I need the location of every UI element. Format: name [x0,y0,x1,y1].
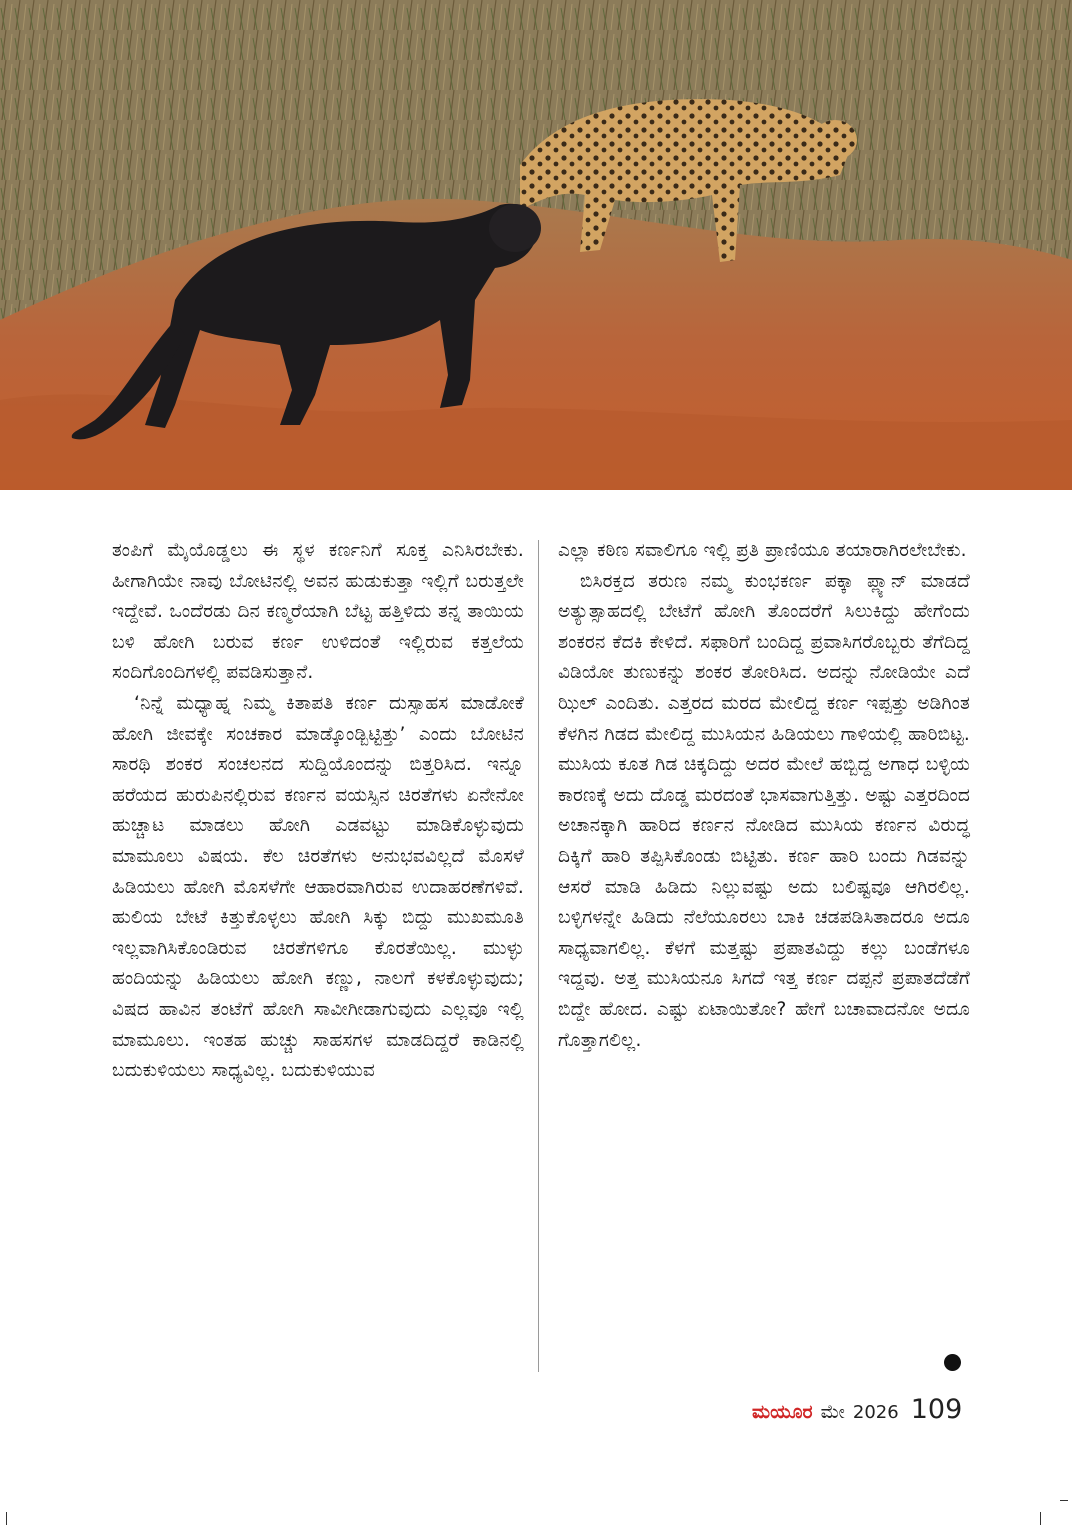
crop-mark [1040,1512,1041,1525]
issue-month: ಮೇ [820,1401,845,1423]
issue-year: 2026 [852,1402,899,1423]
magazine-brand: ಮಯೂರ [752,1401,813,1423]
crop-mark [6,1512,7,1525]
column-divider [538,540,539,1372]
panther-leopard-illustration [0,0,1072,490]
page-number: 109 [910,1394,963,1425]
paragraph: ತಂಪಿಗೆ ಮೈಯೊಡ್ಡಲು ಈ ಸ್ಥಳ ಕರ್ಣನಿಗೆ ಸೂಕ್ತ ಎನಿಸಿರಬೇಕು. ಹೀಗಾಗಿಯೇ ನಾವು ಬೋಟಿನಲ್ಲಿ ಅವನ ಹುಡುಕುತ್ತಾ ಇಲ್ಲಿಗೆ ಬರುತ್ತಲೇ ಇದ್ದೇವೆ. ಒಂದೆರಡು ದಿನ ಕಣ್ಮರೆಯಾಗಿ ಬೆಟ್ಟ ಹತ್ತಿಳಿದು ತನ್ನ ತಾಯಿಯ ಬಳಿ ಹೋಗಿ ಬರುವ ಕರ್ಣ ಉಳಿದಂತೆ ಇಲ್ಲಿರುವ ಕತ್ತಲೆಯ ಸಂದಿಗೊಂದಿಗಳಲ್ಲಿ ಪವಡಿಸುತ್ತಾನೆ. [112,540,524,684]
article-left-column [112,536,524,1087]
paragraph: ಎಲ್ಲಾ ಕಠಿಣ ಸವಾಲಿಗೂ ಇಲ್ಲಿ ಪ್ರತಿ ಪ್ರಾಣಿಯೂ ತಯಾರಾಗಿರಲೇಬೇಕು. [558,540,967,561]
paragraph: ಬಿಸಿರಕ್ತದ ತರುಣ ನಮ್ಮ ಕುಂಭಕರ್ಣ ಪಕ್ಕಾ ಪ್ಲ್ಯಾನ್ ಮಾಡದೆ ಅತ್ಯುತ್ಸಾಹದಲ್ಲಿ ಬೇಟೆಗೆ ಹೋಗಿ ತೊಂದರೆಗೆ ಸಿಲುಕಿದ್ದು ಹೇಗೆಂದು ಶಂಕರನ ಕೆದಕಿ ಕೇಳಿದೆ. ಸಫಾರಿಗೆ ಬಂದಿದ್ದ ಪ್ರವಾಸಿಗರೊಬ್ಬರು ತೆಗೆದಿದ್ದ ವಿಡಿಯೋ ತುಣುಕನ್ನು ಶಂಕರ ತೋರಿಸಿದ. ಅದನ್ನು ನೋಡಿಯೇ ಎದೆ ಝಿಲ್ ಎಂದಿತು. ಎತ್ತರದ ಮರದ ಮೇಲಿದ್ದ ಕರ್ಣ ಇಪ್ಪತ್ತು ಅಡಿಗಿಂತ ಕೆಳಗಿನ ಗಿಡದ ಮೇಲಿದ್ದ ಮುಸಿಯನ ಹಿಡಿಯಲು ಗಾಳಿಯಲ್ಲಿ ಹಾರಿಬಿಟ್ಟ. ಮುಸಿಯ ಕೂತ ಗಿಡ ಚಿಕ್ಕದಿದ್ದು ಅದರ ಮೇಲೆ ಹಬ್ಬಿದ್ದ ಅಗಾಧ ಬಳ್ಳಿಯ ಕಾರಣಕ್ಕೆ ಅದು ದೊಡ್ಡ ಮರದಂತೆ ಭಾಸವಾಗುತ್ತಿತ್ತು. ಅಷ್ಟು ಎತ್ತರದಿಂದ ಅಚಾನಕ್ಕಾಗಿ ಹಾರಿದ ಕರ್ಣನ ನೋಡಿದ ಮುಸಿಯ ಕರ್ಣನ ವಿರುದ್ಧ ದಿಕ್ಕಿಗೆ ಹಾರಿ ತಪ್ಪಿಸಿಕೊಂಡು ಬಿಟ್ಟಿತು. ಕರ್ಣ ಹಾರಿ ಬಂದು ಗಿಡವನ್ನು ಆಸರೆ ಮಾಡಿ ಹಿಡಿದು ನಿಲ್ಲುವಷ್ಟು ಅದು ಬಲಿಷ್ಟವೂ ಆಗಿರಲಿಲ್ಲ. ಬಳ್ಳಿಗಳನ್ನೇ ಹಿಡಿದು ನೆಲೆಯೂರಲು ಬಾಕಿ ಚಡಪಡಿಸಿತಾದರೂ ಅದೂ ಸಾಧ್ಯವಾಗಲಿಲ್ಲ. ಕೆಳಗೆ ಮತ್ತಷ್ಟು ಪ್ರಪಾತವಿದ್ದು ಕಲ್ಲು ಬಂಡೆಗಳೂ ಇದ್ದವು. ಅತ್ತ ಮುಸಿಯನೂ ಸಿಗದೆ ಇತ್ತ ಕರ್ಣ ದಪ್ಪನೆ ಪ್ರಪಾತದೆಡೆಗೆ ಬಿದ್ದೇ ಹೋದ. ಎಷ್ಟು ಏಟಾಯಿತೋ? ಹೇಗೆ ಬಚಾವಾದನೋ ಅದೂ ಗೊತ್ತಾಗಲಿಲ್ಲ. [558,570,970,1051]
article-photo [0,0,1072,490]
crop-mark [1060,1500,1068,1501]
end-of-article-bullet-icon [944,1354,961,1371]
page-footer [752,1394,962,1428]
article-right-column [558,536,970,1056]
paragraph: ‘ನಿನ್ನೆ ಮಧ್ಯಾಹ್ನ ನಿಮ್ಮ ಕಿತಾಪತಿ ಕರ್ಣ ದುಸ್ಸಾಹಸ ಮಾಡೋಕೆ ಹೋಗಿ ಜೀವಕ್ಕೇ ಸಂಚಕಾರ ಮಾಡ್ಕೊಂಡ್ಬಿಟ್ಟಿತ್ತು’ ಎಂದು ಬೋಟಿನ ಸಾರಥಿ ಶಂಕರ ಸಂಚಲನದ ಸುದ್ದಿಯೊಂದನ್ನು ಬಿತ್ತರಿಸಿದ. ಇನ್ನೂ ಹರೆಯದ ಹುರುಪಿನಲ್ಲಿರುವ ಕರ್ಣನ ವಯಸ್ಸಿನ ಚಿರತೆಗಳು ಏನೇನೋ ಹುಚ್ಚಾಟ ಮಾಡಲು ಹೋಗಿ ಎಡವಟ್ಟು ಮಾಡಿಕೊಳ್ಳುವುದು ಮಾಮೂಲು ವಿಷಯ. ಕೆಲ ಚಿರತೆಗಳು ಅನುಭವವಿಲ್ಲದೆ ಮೊಸಳೆ ಹಿಡಿಯಲು ಹೋಗಿ ಮೊಸಳೆಗೇ ಆಹಾರವಾಗಿರುವ ಉದಾಹರಣೆಗಳಿವೆ. ಹುಲಿಯ ಬೇಟೆ ಕಿತ್ತುಕೊಳ್ಳಲು ಹೋಗಿ ಸಿಕ್ಕು ಬಿದ್ದು ಮುಖಮೂತಿ ಇಲ್ಲವಾಗಿಸಿಕೊಂಡಿರುವ ಚಿರತೆಗಳಿಗೂ ಕೊರತೆಯಿಲ್ಲ. ಮುಳ್ಳು ಹಂದಿಯನ್ನು ಹಿಡಿಯಲು ಹೋಗಿ ಕಣ್ಣು, ನಾಲಗೆ ಕಳಕೊಳ್ಳುವುದು; ವಿಷದ ಹಾವಿನ ತಂಟೆಗೆ ಹೋಗಿ ಸಾವೀಗೀಡಾಗುವುದು ಎಲ್ಲವೂ ಇಲ್ಲಿ ಮಾಮೂಲು. ಇಂತಹ ಹುಚ್ಚು ಸಾಹಸಗಳ ಮಾಡದಿದ್ದರೆ ಕಾಡಿನಲ್ಲಿ ಬದುಕುಳಿಯಲು ಸಾಧ್ಯವಿಲ್ಲ. ಬದುಕುಳಿಯುವ [112,692,524,1082]
